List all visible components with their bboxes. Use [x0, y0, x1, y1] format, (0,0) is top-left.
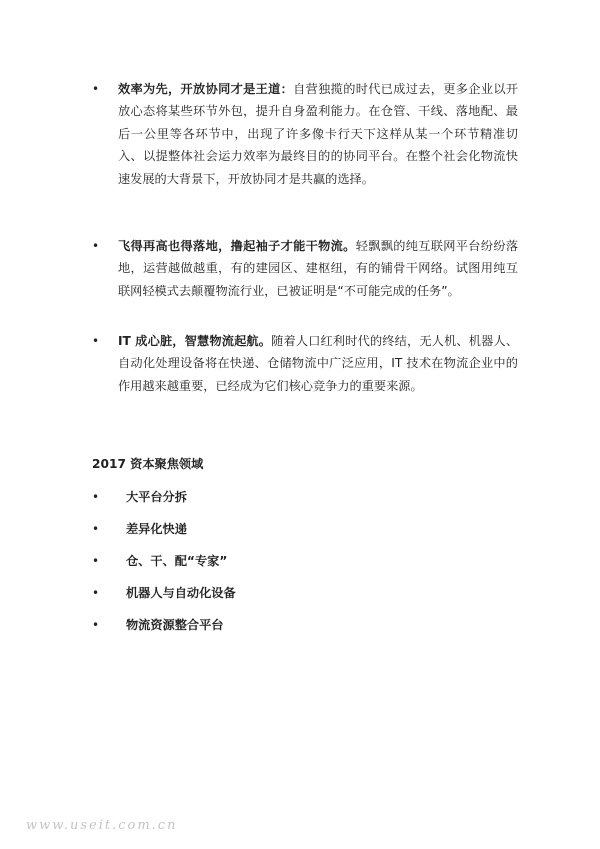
- bullet-icon: •: [92, 490, 100, 504]
- bullet-icon: •: [92, 554, 100, 568]
- bullet-paragraph: [118, 330, 518, 397]
- focus-item-label: 大平台分拆: [126, 490, 187, 504]
- bullet-icon: •: [92, 334, 100, 348]
- bullet-lead: 效率为先，开放协同才是王道：: [118, 82, 294, 96]
- bullet-paragraph: [118, 235, 518, 302]
- focus-item: [92, 583, 512, 603]
- bullet-item-open-collaboration: [92, 78, 522, 190]
- bullet-body: 随着人口红利时代的终结，无人机、机器人、自动化处理设备将在快递、仓储物流中广泛应用，IT 技术在物流企业中的作用越来越重要，已经成为它们核心竞争力的重要来源。: [118, 334, 519, 393]
- bullet-icon: •: [92, 82, 100, 96]
- focus-item-label: 物流资源整合平台: [126, 618, 224, 632]
- focus-item: [92, 519, 512, 539]
- bullet-icon: •: [92, 522, 100, 536]
- bullet-paragraph: [118, 78, 518, 190]
- bullet-lead: IT 成心脏，智慧物流起航。: [118, 334, 272, 348]
- focus-item: [92, 551, 512, 571]
- bullet-icon: •: [92, 618, 100, 632]
- section-title: 2017 资本聚焦领域: [92, 457, 204, 471]
- focus-item-label: 差异化快递: [126, 522, 187, 536]
- bullet-lead: 飞得再高也得落地，撸起袖子才能干物流。: [118, 239, 356, 253]
- focus-item: [92, 487, 512, 507]
- focus-item-label: 机器人与自动化设备: [126, 586, 236, 600]
- focus-item: [92, 615, 512, 635]
- focus-item-label: 仓、干、配“专家”: [126, 554, 228, 568]
- bullet-icon: •: [92, 586, 100, 600]
- bullet-body: 轻飘飘的纯互联网平台纷纷落地，运营越做越重，有的建园区、建枢纽，有的铺骨干网络。试图用纯互联网轻模式去颠覆物流行业，已被证明是“不可能完成的任务”。: [118, 239, 519, 298]
- bullet-icon: •: [92, 239, 100, 253]
- watermark: www.useit.com.cn: [26, 818, 178, 833]
- bullet-item-landing: [92, 235, 522, 302]
- bullet-item-smart-logistics: [92, 330, 522, 397]
- bullet-body: 自营独揽的时代已成过去，更多企业以开放心态将某些环节外包，提升自身盈利能力。在仓管、干线、落地配、最后一公里等各环节中，出现了许多像卡行天下这样从某一个环节精准切入、以提整体社会运力效率为最终目的的协同平台。在整个社会化物流快速发展的大背景下，开放协同才是共赢的选择。: [118, 82, 519, 186]
